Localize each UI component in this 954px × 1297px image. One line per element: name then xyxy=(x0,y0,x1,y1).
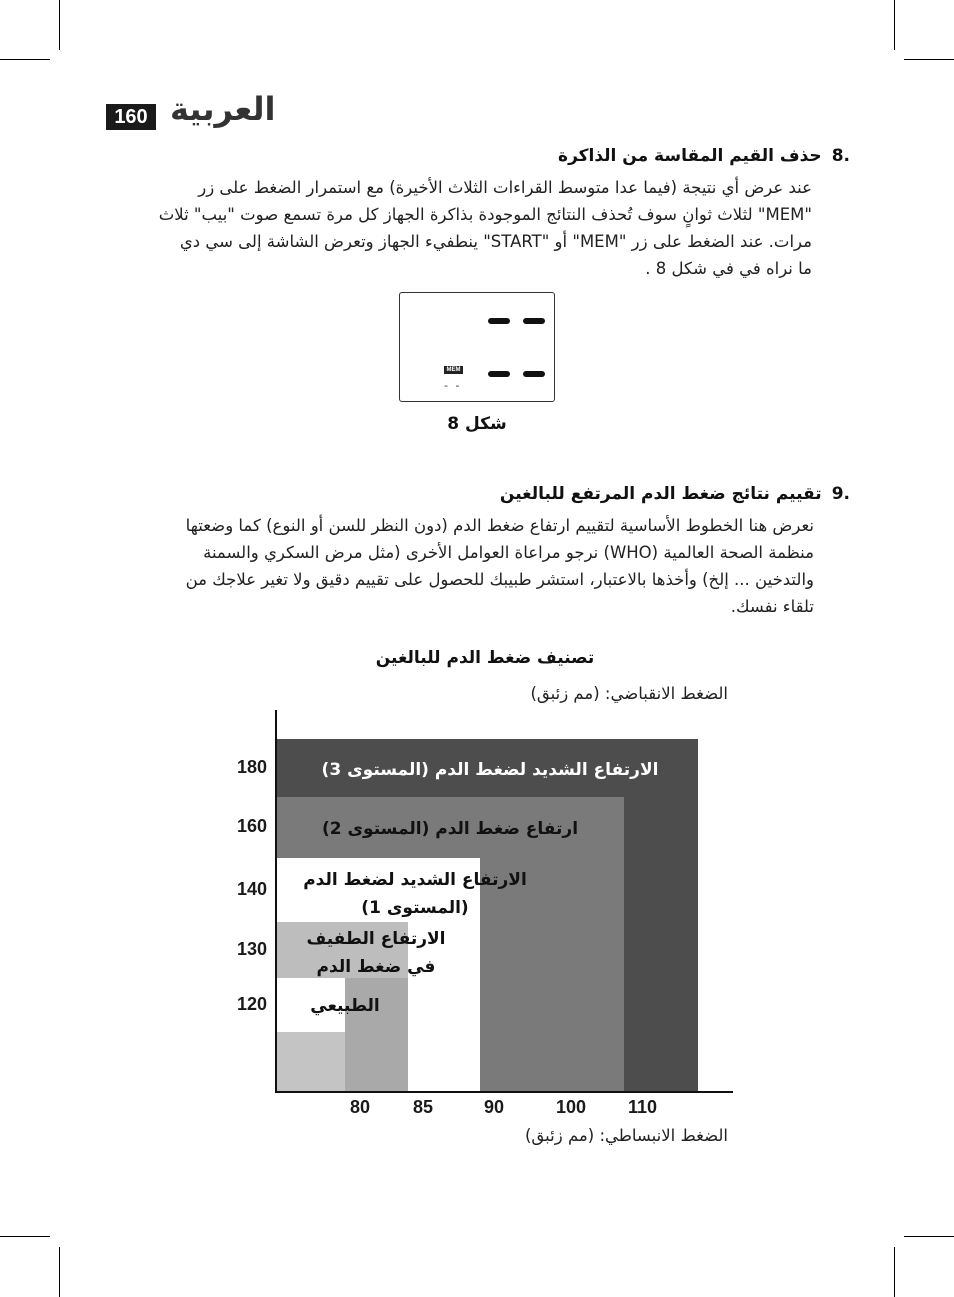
x-axis-label: الضغط الانبساطي: (مم زئبق) xyxy=(524,1126,728,1145)
band-label-level-2: ارتفاع ضغط الدم (المستوى 2) xyxy=(321,819,579,839)
page-number: 160 xyxy=(106,104,156,130)
section-9-line: تلقاء نفسك. xyxy=(730,597,814,616)
figure-caption: شكل 8 xyxy=(447,414,507,434)
section-9-title: تقييم نتائج ضغط الدم المرتفع للبالغين xyxy=(499,484,822,504)
section-8-title: حذف القيم المقاسة من الذاكرة xyxy=(558,146,822,166)
language-title: العربية xyxy=(170,90,276,128)
section-9-line: نعرض هنا الخطوط الأساسية لتقييم ارتفاع ضغط الدم (دون النظر للسن أو النوع) كما وضعتها xyxy=(185,516,814,535)
section-8-line: "MEM" لثلاث ثوانٍ سوف تُحذف النتائج الموجودة بذاكرة الجهاز كل مرة تسمع صوت "بيب" ثلاث xyxy=(158,205,812,224)
section-9-line: والتدخين ... إلخ) وأخذها بالاعتبار، استشر طبيبك للحصول على تقييم دقيق ولا تغير علاجك من xyxy=(185,570,814,589)
section-8-number: .8 xyxy=(831,146,850,166)
x-tick-label: 90 xyxy=(484,1097,505,1117)
lcd-dashes: - - xyxy=(444,379,462,392)
x-tick-label: 100 xyxy=(556,1097,587,1117)
section-9-number: .9 xyxy=(831,484,850,504)
y-tick-label: 160 xyxy=(237,816,268,836)
y-tick-label: 180 xyxy=(237,757,268,777)
x-tick-label: 110 xyxy=(628,1097,658,1117)
chart-title: تصنيف ضغط الدم للبالغين xyxy=(375,648,595,668)
y-tick-label: 130 xyxy=(237,939,268,959)
mem-badge: MEM xyxy=(444,366,463,374)
band-label-mild: الارتفاع الطفيف في ضغط الدم xyxy=(306,929,446,977)
section-8-line: ما نراه في في شكل 8 . xyxy=(645,259,812,278)
section-9-line: منظمة الصحة العالمية (WHO) نرجو مراعاة العوامل الأخرى (مثل مرض السكري والسمنة xyxy=(203,543,814,562)
y-axis-label: الضغط الانقباضي: (مم زئبق) xyxy=(530,684,728,703)
section-8-line: مرات. عند الضغط على زر "MEM" أو "START" ينطفيء الجهاز وتعرض الشاشة إلى سي دي xyxy=(179,232,812,251)
band-label-level-3: الارتفاع الشديد لضغط الدم (المستوى 3) xyxy=(321,760,659,780)
band-optimal xyxy=(276,1032,345,1092)
band-label-normal: الطبيعي xyxy=(310,996,380,1016)
band-label-level-1: الارتفاع الشديد لضغط الدم (المستوى 1) xyxy=(303,870,527,918)
section-8-line: عند عرض أي نتيجة (فيما عدا متوسط القراءات الثلاث الأخيرة) مع استمرار الضغط على زر xyxy=(198,178,812,197)
x-tick-label: 85 xyxy=(413,1097,434,1117)
x-tick-label: 80 xyxy=(350,1097,371,1117)
y-tick-label: 120 xyxy=(237,994,268,1014)
y-tick-label: 140 xyxy=(237,879,268,899)
